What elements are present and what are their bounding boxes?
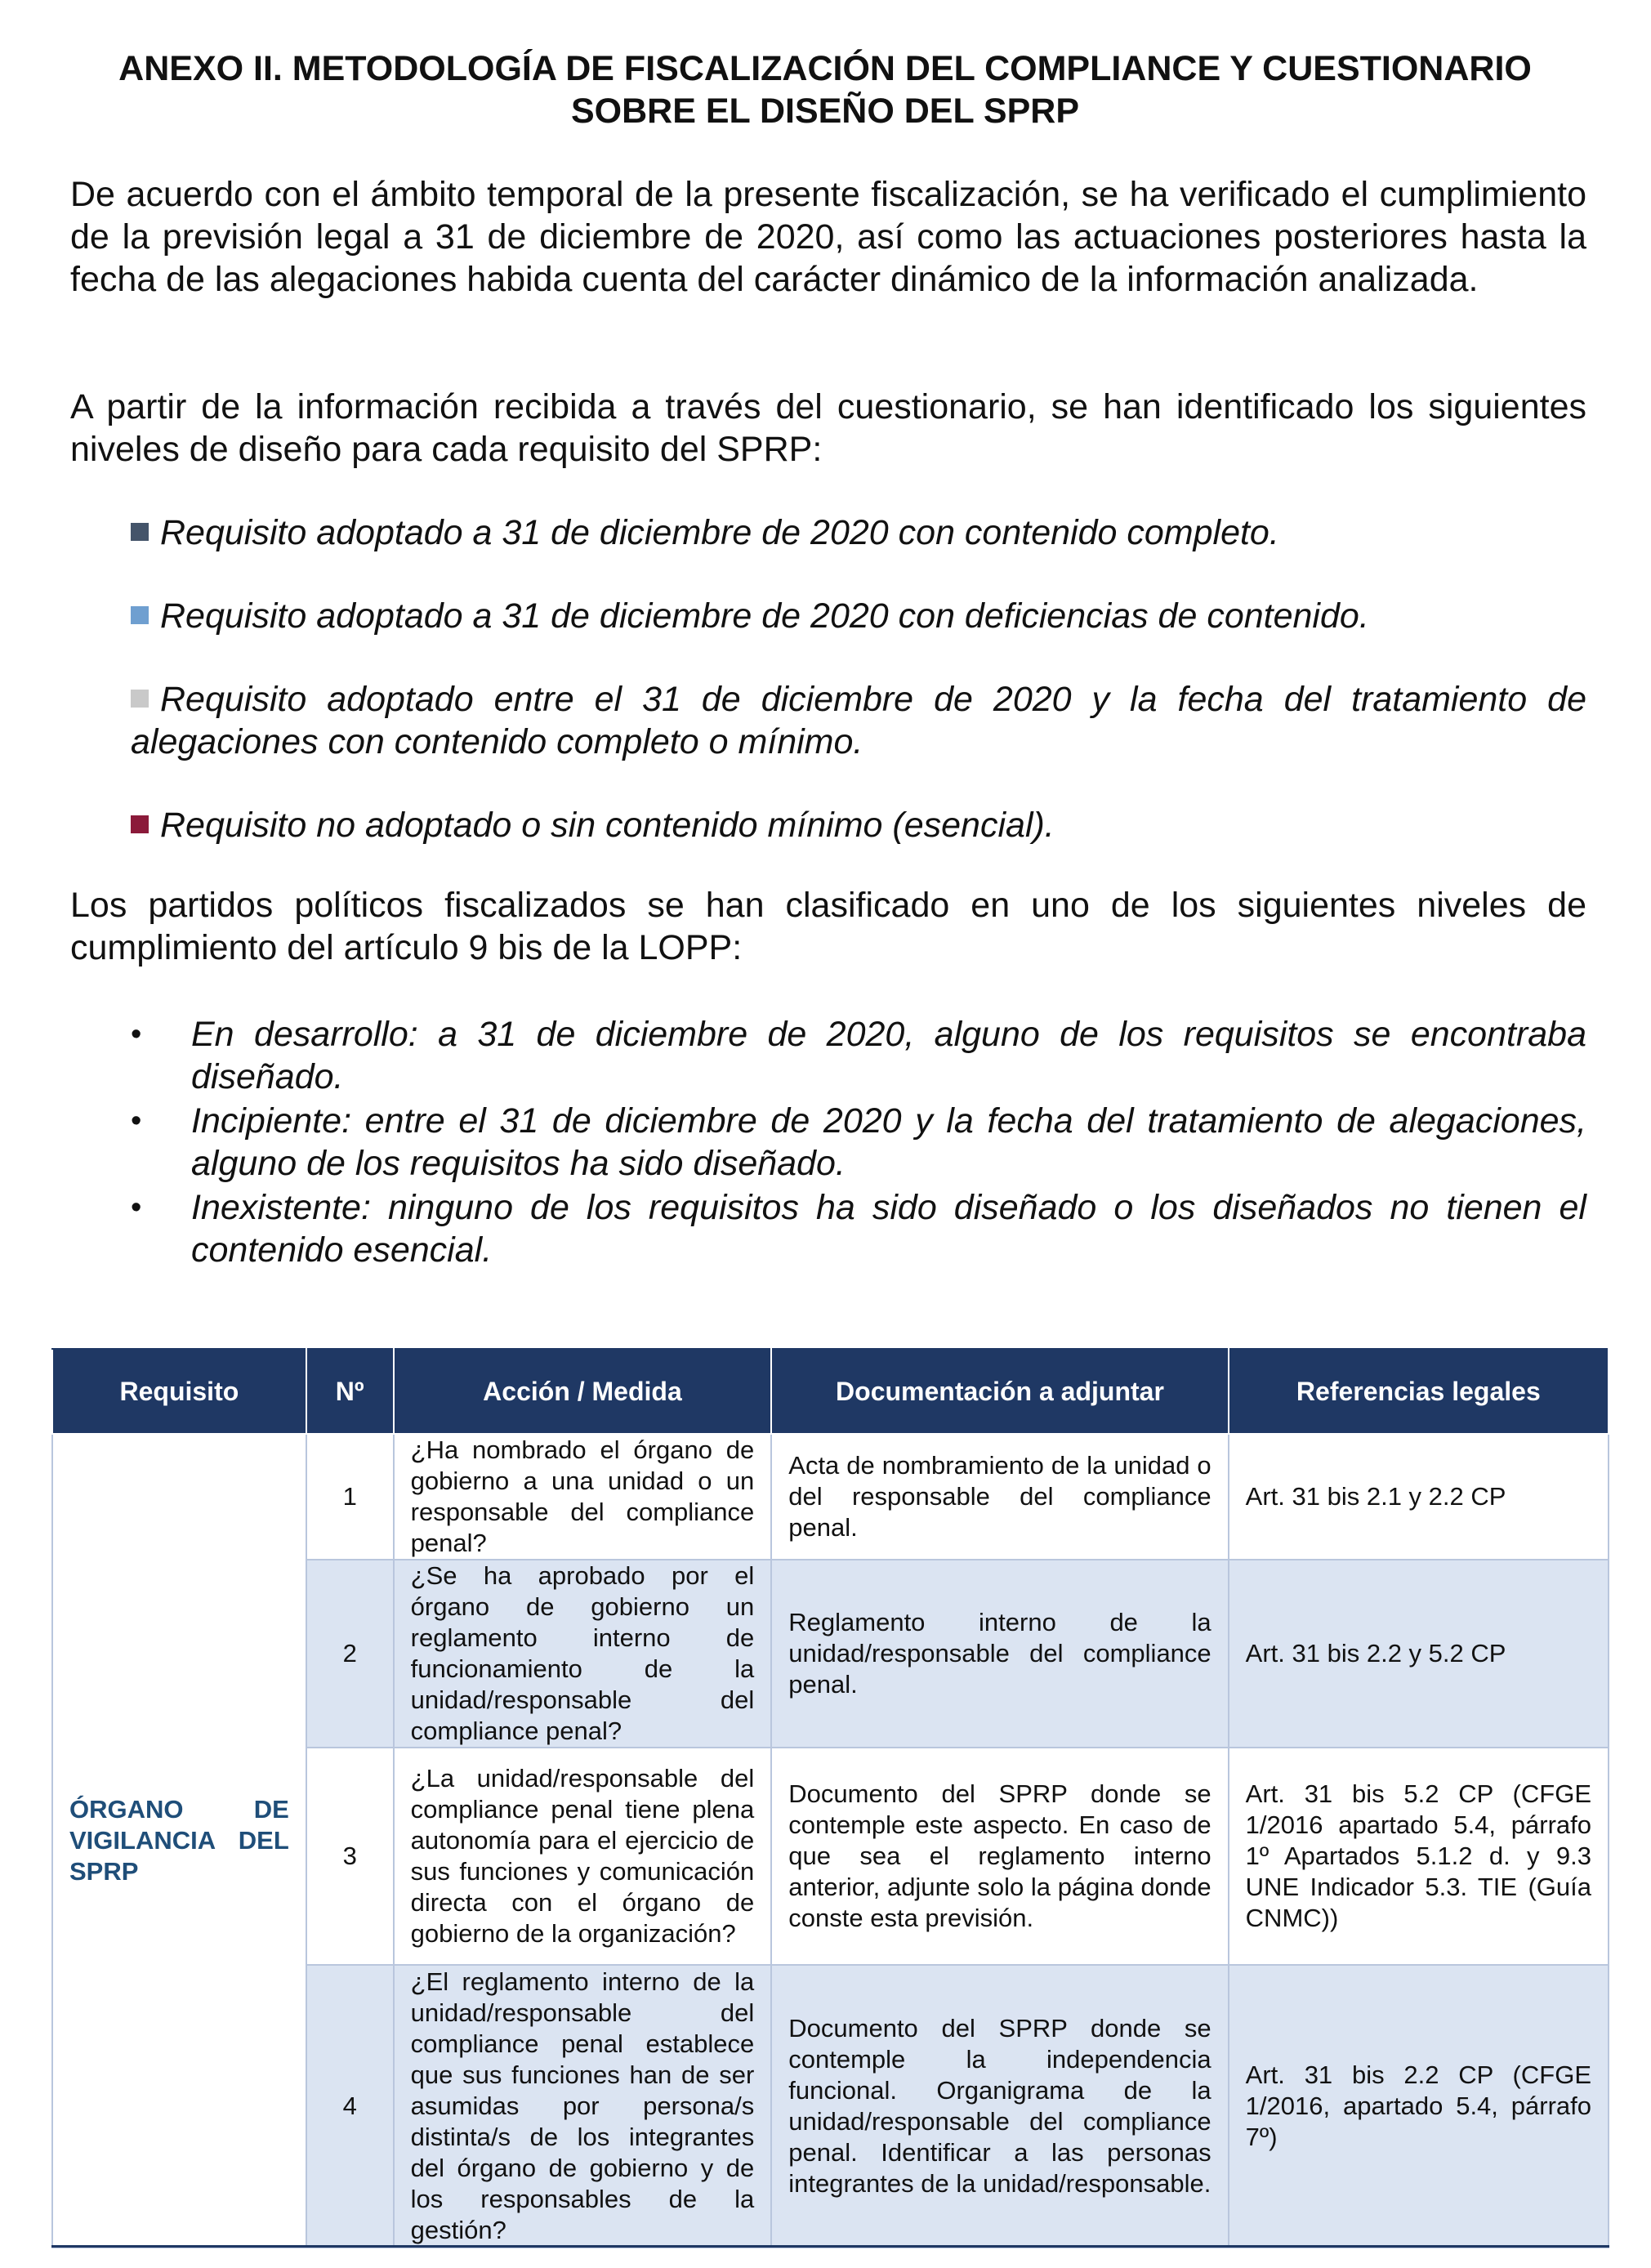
page-title: ANEXO II. METODOLOGÍA DE FISCALIZACIÓN DEL COMPLIANCE Y CUESTIONARIO SOBRE EL DISEÑO DEL SPRP	[118, 49, 1532, 131]
accion-cell: ¿El reglamento interno de la unidad/responsable del compliance penal establece que sus funciones han de ser asumidas por persona/s distinta/s de los integrantes del órgano de gobierno y de los responsables de la gestión?	[394, 1965, 772, 2248]
referencias-cell: Art. 31 bis 5.2 CP (CFGE 1/2016 apartado 5.4, párrafo 1º Apartados 5.1.2 d. y 9.3 UNE Indicador 5.3. TIE (Guía CNMC))	[1229, 1748, 1609, 1965]
row-number: 3	[306, 1748, 394, 1965]
compliance-level-item: • Inexistente: ninguno de los requisitos ha sido diseñado o los diseñados no tienen el contenido esencial.	[131, 1188, 1586, 1270]
bullet-icon: •	[131, 1017, 142, 1051]
design-level-item: Requisito no adoptado o sin contenido mínimo (esencial).	[131, 804, 1586, 846]
compliance-table	[51, 1348, 1609, 2248]
table-header-row	[52, 1349, 1609, 1434]
header-numero: Nº	[306, 1349, 394, 1434]
design-level-item: Requisito adoptado a 31 de diciembre de 2020 con deficiencias de contenido.	[131, 595, 1586, 637]
row-number: 4	[306, 1965, 394, 2248]
documentacion-cell: Acta de nombramiento de la unidad o del responsable del compliance penal.	[771, 1434, 1228, 1560]
blue-square-icon	[131, 606, 149, 624]
referencias-cell: Art. 31 bis 2.1 y 2.2 CP	[1229, 1434, 1609, 1560]
row-number: 2	[306, 1560, 394, 1748]
requisito-cell: ÓRGANO DE VIGILANCIA DEL SPRP	[52, 1434, 306, 2248]
table-row	[52, 1434, 1609, 1560]
header-requisito: Requisito	[52, 1349, 306, 1434]
intro-paragraph: De acuerdo con el ámbito temporal de la presente fiscalización, se ha verificado el cumplimiento de la previsión legal a 31 de diciembre de 2020, así como las actuaciones posteriores hasta la fecha de las alegaciones habida cuenta del carácter dinámico de la información analizada.	[70, 175, 1586, 299]
header-documentacion: Documentación a adjuntar	[771, 1349, 1228, 1434]
referencias-cell: Art. 31 bis 2.2 y 5.2 CP	[1229, 1560, 1609, 1748]
documentacion-cell: Documento del SPRP donde se contemple la independencia funcional. Organigrama de la unidad/responsable del compliance penal. Identificar a las personas integrantes de la unidad/responsable.	[771, 1965, 1228, 2248]
compliance-level-item: • En desarrollo: a 31 de diciembre de 2020, alguno de los requisitos se encontraba diseñado.	[131, 1015, 1586, 1096]
referencias-cell: Art. 31 bis 2.2 CP (CFGE 1/2016, apartado 5.4, párrafo 7º)	[1229, 1965, 1609, 2248]
row-number: 1	[306, 1434, 394, 1560]
accion-cell: ¿La unidad/responsable del compliance penal tiene plena autonomía para el ejercicio de sus funciones y comunicación directa con el órgano de gobierno de la organización?	[394, 1748, 772, 1965]
compliance-level-item: • Incipiente: entre el 31 de diciembre de 2020 y la fecha del tratamiento de alegaciones, alguno de los requisitos ha sido diseñado.	[131, 1101, 1586, 1183]
maroon-square-icon	[131, 815, 149, 833]
grey-square-icon	[131, 690, 149, 708]
bullet-icon: •	[131, 1190, 142, 1225]
table-bottom-rule	[51, 2245, 1609, 2248]
header-accion: Acción / Medida	[394, 1349, 772, 1434]
design-level-item: Requisito adoptado a 31 de diciembre de 2020 con contenido completo.	[131, 511, 1586, 554]
header-referencias: Referencias legales	[1229, 1349, 1609, 1434]
design-level-item: Requisito adoptado entre el 31 de diciembre de 2020 y la fecha del tratamiento de alegaciones con contenido completo o mínimo.	[131, 680, 1586, 761]
accion-cell: ¿Se ha aprobado por el órgano de gobierno un reglamento interno de funcionamiento de la unidad/responsable del compliance penal?	[394, 1560, 772, 1748]
documentacion-cell: Documento del SPRP donde se contemple este aspecto. En caso de que sea el reglamento interno anterior, adjunte solo la página donde conste esta previsión.	[771, 1748, 1228, 1965]
bullet-icon: •	[131, 1104, 142, 1138]
levels-intro-paragraph: A partir de la información recibida a través del cuestionario, se han identificado los siguientes niveles de diseño para cada requisito del SPRP:	[70, 387, 1586, 469]
dark-square-icon	[131, 523, 149, 541]
accion-cell: ¿Ha nombrado el órgano de gobierno a una unidad o un responsable del compliance penal?	[394, 1434, 772, 1560]
documentacion-cell: Reglamento interno de la unidad/responsable del compliance penal.	[771, 1560, 1228, 1748]
compliance-intro-paragraph: Los partidos políticos fiscalizados se han clasificado en uno de los siguientes niveles de cumplimiento del artículo 9 bis de la LOPP:	[70, 886, 1586, 967]
